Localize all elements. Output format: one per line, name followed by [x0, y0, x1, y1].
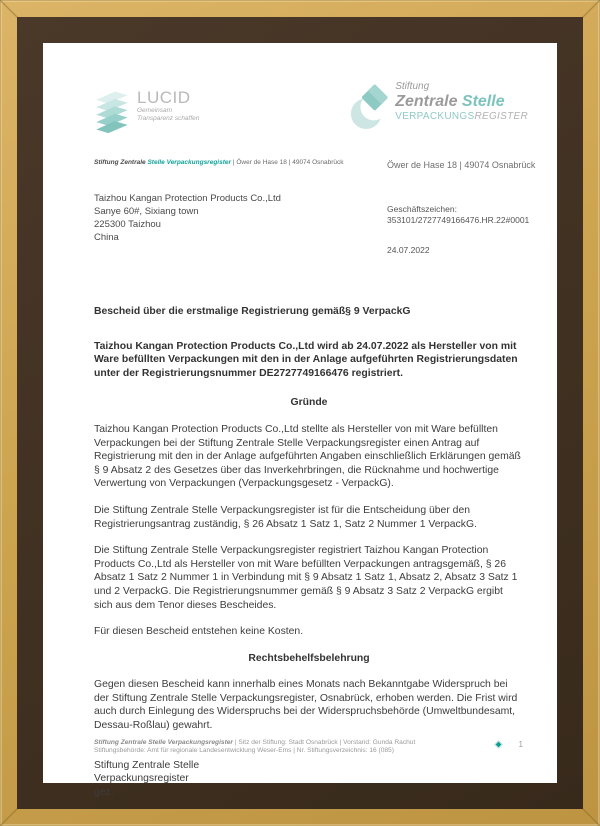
zsvr-register: REGISTER — [474, 111, 528, 122]
recipient-line: China — [94, 232, 119, 243]
heading-appeal: Rechtsbehelfsbelehrung — [248, 652, 370, 664]
sender-return-address — [94, 159, 344, 166]
subject-line: Bescheid über die erstmalige Registrierung gemäß§ 9 VerpackG — [94, 306, 411, 317]
frame-inner-lip — [17, 17, 583, 809]
zsvr-logo-line2 — [395, 93, 528, 111]
letter-date: 24.07.2022 — [387, 245, 430, 255]
paragraph-5: Gegen diesen Bescheid kann innerhalb eines Monats nach Bekanntgabe Widerspruch bei der Stiftung Zentrale Stelle Verpackungsregister, Osnabrück, erhoben werden. Die Frist wird auch durch Einlegung des Widerspruchs bei der Widerspruchsbehörde (Umweltbundesamt, Dessau-Roßlau) gewahrt. — [94, 679, 518, 732]
paragraph-2: Die Stiftung Zentrale Stelle Verpackungsregister ist für die Entscheidung über den Registrierungsantrag zuständig, § 26 Absatz 1 Satz 1, Satz 2 Nummer 1 VerpackG. — [94, 504, 477, 530]
letter-body — [94, 305, 524, 812]
zsvr-zentrale: Zentrale — [395, 93, 462, 110]
zsvr-stelle: Stelle — [461, 93, 505, 110]
reference-block — [387, 204, 529, 226]
footer-org-name: Stiftung Zentrale Stelle Verpackungsregister — [94, 738, 233, 746]
lucid-tagline-2: Transparenz schaffen — [137, 115, 200, 122]
stacked-layers-icon — [93, 87, 131, 135]
signature-abbreviation: gez. — [94, 786, 114, 798]
sender-address-right: Öwer de Hase 18 | 49074 Osnabrück — [387, 160, 536, 170]
letter-page — [43, 43, 557, 798]
footer-line-2: Stiftungsbehörde: Amt für regionale Landesentwicklung Weser-Ems | Nr. Stiftungsverzeichnis: 16 (085) — [94, 747, 394, 755]
recipient-line: 225300 Taizhou — [94, 219, 161, 230]
zsvr-logo-line1: Stiftung — [395, 81, 430, 92]
zsvr-verpackungs: VERPACKUNGS — [395, 111, 475, 122]
lucid-logo — [93, 87, 199, 135]
footer-logo-icon — [494, 740, 503, 749]
sender-name-dark: Stiftung Zentrale — [94, 159, 148, 166]
lucid-tagline-1: Gemeinsam — [137, 107, 173, 114]
footer-page-area — [494, 740, 529, 749]
closing-line-2: Verpackungsregister — [94, 773, 189, 785]
reference-label: Geschäftszeichen: — [387, 204, 457, 214]
footer-org-details: | Sitz der Stiftung: Stadt Osnabrück | Vorstand: Gunda Rachut — [233, 738, 416, 746]
reference-number: 353101/2727749166476.HR.22#0001 — [387, 215, 530, 225]
footer-line-1 — [94, 739, 494, 748]
paragraph-3: Die Stiftung Zentrale Stelle Verpackungsregister registriert Taizhou Kangan Protection Products Co.,Ltd als Hersteller von mit Ware befüllten Verpackungen antragsgemäß, § 26 Absatz 1 Satz 2 Nummer 1 in Verbindung mit § 9 Absatz 1 Satz 1, Absatz 2, Absatz 3 Satz 1 und 2 VerpackG. Die Registrierungsnummer gemäß § 9 Absatz 3 Satz 2 VerpackG ergibt sich aus dem Tenor dieses Bescheides. — [94, 545, 518, 611]
page-number: 1 — [518, 739, 523, 749]
lucid-logo-title: LUCID — [137, 88, 191, 107]
zsvr-logo — [348, 81, 528, 131]
closing-block — [94, 759, 524, 786]
recipient-line: Taizhou Kangan Protection Products Co.,Ltd — [94, 193, 281, 204]
page-footer — [94, 739, 529, 756]
paragraph-4: Für diesen Bescheid entstehen keine Kosten. — [94, 626, 304, 638]
decision-paragraph: Taizhou Kangan Protection Products Co.,Ltd wird ab 24.07.2022 als Hersteller von mit Ware befüllten Verpackungen mit den in der Anlage aufgeführten Registrierungsdaten unter der Registrierungsnummer DE2727749166476 registriert. — [94, 340, 518, 379]
footer-imprint — [94, 739, 494, 756]
closing-line-1: Stiftung Zentrale Stelle — [94, 759, 200, 771]
recipient-address — [94, 192, 281, 244]
sender-street: | Öwer de Hase 18 | 49074 Osnabrück — [231, 159, 344, 166]
zsvr-logo-line3 — [395, 111, 528, 123]
sender-name-teal: Stelle Verpackungsregister — [147, 159, 232, 166]
recipient-line: Sanye 60#, Sixiang town — [94, 206, 199, 217]
paragraph-1: Taizhou Kangan Protection Products Co.,Ltd stellte als Hersteller von mit Ware befüllten Verpackungen bei der Stiftung Zentrale Stelle Verpackungsregister einen Antrag auf Registrierung mit den in der Anlage aufgeführten Angaben einschließlich Erklärungen gemäß § 9 Absatz 2 des Gesetzes über das Inverkehrbringen, die Rücknahme und hochwertige Verwertung von Verpackungen (Verpackungsgesetz - VerpackG). — [94, 423, 521, 490]
diamond-crescent-icon — [348, 81, 390, 131]
heading-reasons: Gründe — [290, 397, 328, 409]
